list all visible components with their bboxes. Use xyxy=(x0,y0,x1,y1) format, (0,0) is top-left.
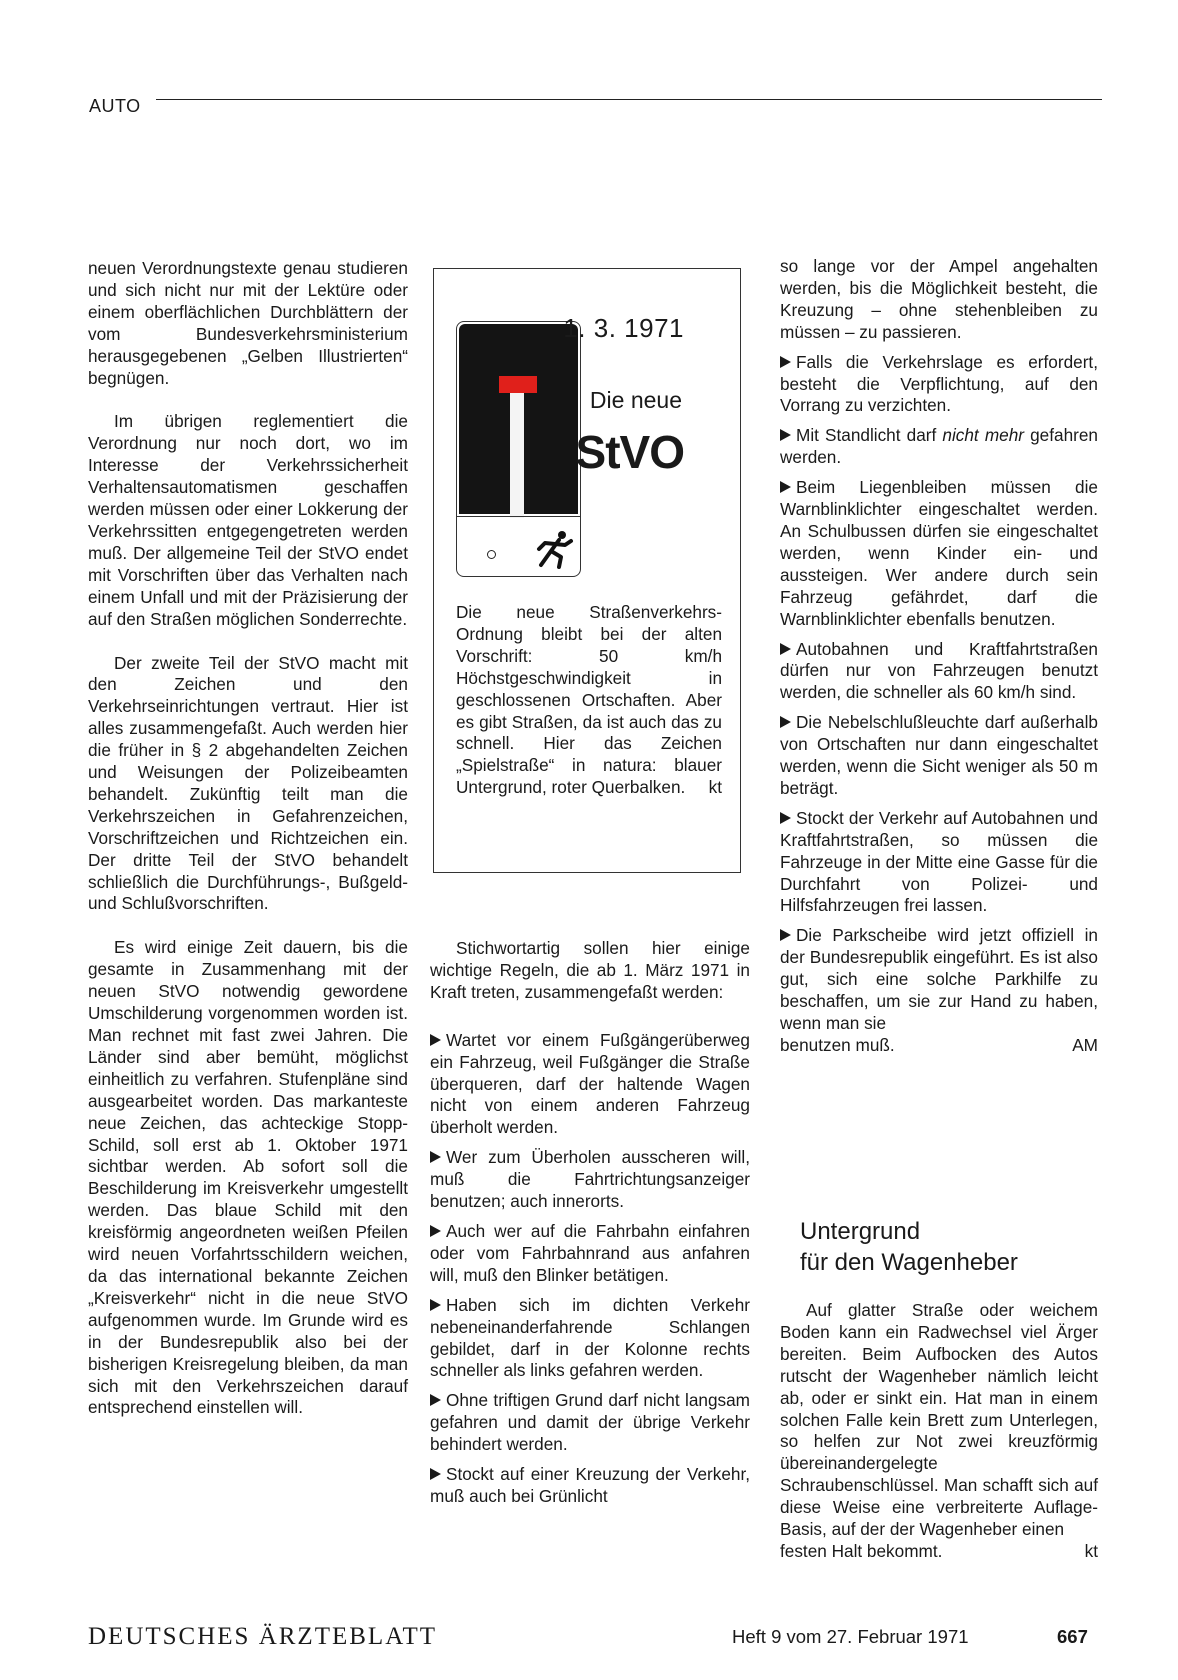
box-caption xyxy=(456,602,722,799)
column-1 xyxy=(88,258,408,1441)
rule-end-text: benutzen muß. xyxy=(780,1034,895,1055)
triangle-bullet-icon xyxy=(430,1151,441,1163)
author-signoff: AM xyxy=(1072,1034,1098,1055)
paragraph: so lange vor der Ampel angehalten werden, bis die Möglichkeit besteht, die Kreuzung – ohne stehenbleiben zu müssen – zu passieren. xyxy=(780,256,1098,342)
sign-red-bar xyxy=(499,376,537,393)
caption-signoff: kt xyxy=(708,777,722,798)
triangle-bullet-icon xyxy=(780,481,791,493)
box-subtitle: Die neue xyxy=(589,387,682,413)
rule-item: Die Parkscheibe wird jetzt offiziell in der Bundesrepublik eingeführt. Es ist also gut, sich eine solche Parkhilfe zu beschaffen, um sie zur Hand zu haben, wenn man sie xyxy=(780,925,1098,1033)
header-rule xyxy=(156,99,1102,100)
rule-item: Auch wer auf die Fahrbahn einfahren oder vom Fahrbahnrand aus anfahren will, muß den Blinker betätigen. xyxy=(430,1220,750,1285)
rule-item: Beim Liegenbleiben müssen die Warnblinklichter eingeschaltet werden. An Schulbussen dürfen sie eingeschaltet werden, wenn Kinder ein- und aussteigen. Wer andere durch sein Fahrzeug gefährdet, darf die Warnblinklichter ebenfalls benutzen. xyxy=(780,477,1098,629)
triangle-bullet-icon xyxy=(780,643,791,655)
section-label: AUTO xyxy=(89,96,141,116)
rule-item: Falls die Verkehrslage es erfordert, besteht die Verpflichtung, auf den Vorrang zu verzichten. xyxy=(780,351,1098,416)
ball-icon xyxy=(487,550,496,559)
heading-line: Untergrund xyxy=(800,1217,921,1245)
rule-item: Wer zum Überholen ausscheren will, muß die Fahrtrichtungsanzeiger benutzen; auch innerorts. xyxy=(430,1147,750,1212)
box-title: StVO xyxy=(575,426,684,478)
heading-line: für den Wagenheber xyxy=(800,1248,1018,1276)
triangle-bullet-icon xyxy=(780,429,791,441)
sign-dark-field xyxy=(459,324,578,514)
page-number: 667 xyxy=(1057,1626,1088,1647)
paragraph: Im übrigen reglementiert die Verordnung nur noch dort, wo im Interesse der Verkehrssicherheit Verhaltensautomatismen geschaffen werden müssen oder einer Lokkerung der Verkehrssitten entgegengetreten werden muß. Der allgemeine Teil der StVO endet mit Vorschriften über das Verhalten nach einem Unfall und mit der Präzisierung der auf den Straßen möglichen Sonderrechte. xyxy=(88,411,408,629)
author-signoff: kt xyxy=(1084,1540,1098,1561)
paragraph: Auf glatter Straße oder weichem Boden kann ein Radwechsel viel Ärger bereiten. Beim Aufbocken des Autos rutscht der Wagenheber nämlich leicht ab, oder er sinkt ein. Hat man in einem solchen Falle kein Brett zum Unterlegen, so helfen zur Not zwei kreuzförmig übereinandergelegte Schraubenschlüssel. Man schafft sich auf diese Weise eine verbreiterte Auflage-Basis, auf der der Wagenheber einen xyxy=(780,1300,1098,1540)
info-box xyxy=(433,268,741,873)
article-end-line xyxy=(780,1541,1098,1563)
paragraph: neuen Verordnungstexte genau studieren und sich nicht nur mit der Lektüre oder einem oberflächlichen Durchblättern der vom Bundesverkehrsministerium herausgegebenen „Gelben Illustrierten“ begnügen. xyxy=(88,258,408,388)
triangle-bullet-icon xyxy=(780,929,791,941)
rule-item: Mit Standlicht darf nicht mehr gefahren werden. xyxy=(780,425,1098,468)
rule-item: Ohne triftigen Grund darf nicht langsam gefahren und damit der übrige Verkehr behindert werden. xyxy=(430,1390,750,1455)
triangle-bullet-icon xyxy=(430,1299,441,1311)
box-date: 1. 3. 1971 xyxy=(563,313,684,343)
triangle-bullet-icon xyxy=(780,812,791,824)
sign-white-stem xyxy=(510,393,524,518)
triangle-bullet-icon xyxy=(780,716,791,728)
issue-info: Heft 9 vom 27. Februar 1971 xyxy=(732,1626,969,1647)
triangle-bullet-icon xyxy=(430,1394,441,1406)
publication-name: DEUTSCHES ÄRZTEBLATT xyxy=(88,1623,438,1650)
rule-item: Die Nebelschlußleuchte darf außerhalb von Ortschaften nur dann eingeschaltet werden, wenn die Sicht weniger als 50 m beträgt. xyxy=(780,712,1098,798)
rule-end-line xyxy=(780,1035,1098,1057)
paragraph: Der zweite Teil der StVO macht mit den Zeichen und den Verkehrseinrichtungen vertraut. Hier ist alles zusammengefaßt. Auch werden hier die früher in § 2 abgehandelten Zeichen und Weisungen der Polizeibeamten behandelt. Zukünftig teilt man die Verkehrszeichen in Gefahrenzeichen, Vorschriftzeichen und Richtzeichen ein. Der dritte Teil der StVO behandelt schließlich die Durchführungs-, Bußgeld- und Schlußvorschriften. xyxy=(88,652,408,914)
sign-lower-panel xyxy=(457,516,580,576)
rule-item: Autobahnen und Kraftfahrtstraßen dürfen nur von Fahrzeugen benutzt werden, die schneller als 60 km/h sind. xyxy=(780,638,1098,703)
running-child-icon xyxy=(529,529,575,569)
rule-item: Haben sich im dichten Verkehr nebeneinanderfahrende Schlangen gebildet, darf in der Kolonne rechts schneller als links gefahren werden. xyxy=(430,1294,750,1381)
spielstrasse-sign-image xyxy=(456,321,581,577)
triangle-bullet-icon xyxy=(780,356,791,368)
caption-text: Die neue Straßenverkehrs-Ordnung bleibt bei der alten Vorschrift: 50 km/h Höchstgeschwindigkeit in geschlossenen Ortschaften. Aber es gibt Straßen, da ist auch das zu schnell. Hier das Zeichen „Spielstraße“ in natura: blauer Untergrund, roter Querbalken. xyxy=(456,602,722,798)
paragraph: Es wird einige Zeit dauern, bis die gesamte in Zusammenhang mit der neuen StVO notwendig gewordene Umschilderung vorgenommen worden ist. Man rechnet mit fast zwei Jahren. Die Länder sind aber bemüht, möglichst einheitlich zu verfahren. Stufenpläne sind ausgearbeitet worden. Das markanteste neue Zeichen, das achteckige Stopp-Schild, soll erst ab 1. Oktober 1971 sichtbar werden. Ab sofort soll die Beschilderung im Kreisverkehr umgestellt werden. Das blaue Schild mit den kreisförmig angeordneten weißen Pfeilen wird neuen Vorfahrtsschildern weichen, da das international bekannte Zeichen „Kreisverkehr“ nicht in die neue StVO aufgenommen wurde. Im Grunde wird es in der Bundesrepublik also bei der bisherigen Kreisregelung bleiben, da man sich mit den Verkehrszeichen darauf entsprechend einstellen will. xyxy=(88,937,408,1418)
triangle-bullet-icon xyxy=(430,1225,441,1237)
rule-item: Wartet vor einem Fußgängerüberweg ein Fahrzeug, weil Fußgänger die Straße überqueren, darf der haltende Wagen nicht von einem anderen Fahrzeug überholt werden. xyxy=(430,1029,750,1138)
article-body xyxy=(780,1300,1098,1563)
triangle-bullet-icon xyxy=(430,1468,441,1480)
article-end-text: festen Halt bekommt. xyxy=(780,1540,943,1561)
rule-item: Stockt der Verkehr auf Autobahnen und Kraftfahrtstraßen, so müssen die Fahrzeuge in der Mitte eine Gasse für die Durchfahrt von Polizei- und Hilfsfahrzeugen frei lassen. xyxy=(780,807,1098,916)
paragraph: Stichwortartig sollen hier einige wichtige Regeln, die ab 1. März 1971 in Kraft treten, zusammengefaßt werden: xyxy=(430,938,750,1002)
article-heading xyxy=(800,1216,1018,1278)
triangle-bullet-icon xyxy=(430,1034,441,1046)
column-3 xyxy=(780,256,1098,1057)
column-2 xyxy=(430,938,750,1516)
rule-item: Stockt auf einer Kreuzung der Verkehr, muß auch bei Grünlicht xyxy=(430,1464,750,1506)
